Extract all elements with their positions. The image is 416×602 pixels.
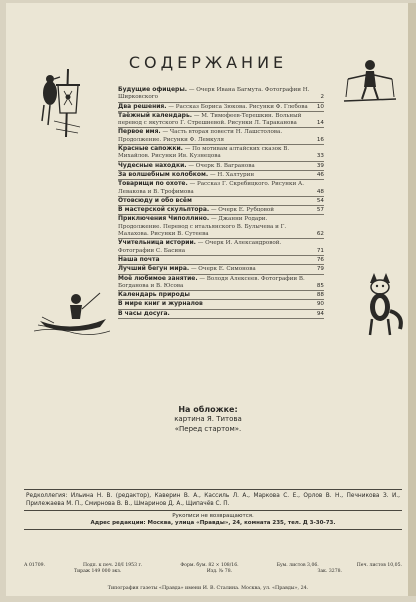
toc-entry <box>118 206 324 214</box>
toc-entry-page: 57 <box>316 207 324 214</box>
toc-entry-title: В мире книг и журналов <box>118 300 203 308</box>
editorial-board: Редколлегия: Ильина Н. В. (редактор), Каверин В. А., Кассиль Л. А., Маркова С. Е., Орлов В. Н., Печникова З. И., Прилежаева М. П., Смирнова В. В., Шмаринов Д. А., Щипачёв С. П. <box>26 493 400 507</box>
cover-note <box>6 405 410 434</box>
print-printed-sheets: Печ. листов 10,05. <box>356 563 402 568</box>
print-run: Тираж 149 000 экз. <box>74 569 122 574</box>
toc-entry-title: Моё любимое занятие. <box>118 274 198 282</box>
toc-entry-description: — По мотивам алтайских сказок В. Михайлов. Рисунки Ив. Кузнецова <box>118 146 290 160</box>
toc-entry-description: — Очерк В. Вагранова <box>188 162 255 169</box>
toc-entry-description: — Очерк Ивана Багмута. Фотографии Н. Ширковского <box>118 87 310 101</box>
toc-entry-page: 62 <box>316 231 324 238</box>
page-edge <box>408 3 416 596</box>
toc-entry-title: Будущие офицеры. <box>118 86 188 93</box>
toc-entry-page: 54 <box>316 197 324 204</box>
toc-entry <box>118 128 324 144</box>
toc-entry-page: 90 <box>316 301 324 308</box>
toc-entry-page: 10 <box>316 103 324 110</box>
divider <box>24 529 402 530</box>
toc-entry <box>118 171 324 179</box>
toc-entry-title: Товарищи по охоте. <box>118 180 188 188</box>
cover-heading: На обложке: <box>178 405 238 414</box>
print-details <box>24 563 402 575</box>
table-of-contents <box>118 86 324 319</box>
toc-entry-page: 71 <box>316 247 324 254</box>
toc-entry-title: Таёжный календарь. <box>118 111 193 119</box>
toc-entry-page: 46 <box>316 171 324 178</box>
toc-entry-title: Учительница истории. <box>118 239 196 247</box>
fox-illustration <box>360 269 404 339</box>
toc-entry <box>118 145 324 161</box>
toc-entry <box>118 86 324 102</box>
toc-entry-description: — Рассказ Г. Скребицкого. Рисунки А. Левакова и В. Трофимова <box>118 181 304 195</box>
birdhouse-illustration <box>36 65 91 137</box>
toc-entry-page: 88 <box>316 292 324 299</box>
print-paper-sheets: Бум. листов 3,06. <box>276 563 319 568</box>
print-edition-number: Изд. № 78. <box>206 569 233 574</box>
toc-entry-title: Два решения. <box>118 102 167 110</box>
toc-entry-description: — Очерк Е. Рубцовой <box>210 207 275 214</box>
toc-entry-title: Приключения Чиполлино. <box>118 215 210 223</box>
print-row-2 <box>24 569 402 575</box>
toc-entry-page: 79 <box>316 266 324 273</box>
toc-entry-title: Первое имя. <box>118 128 161 136</box>
manuscripts-notice: Рукописи не возвращаются. <box>172 513 254 519</box>
print-format: Форм. бум. 82 × 108/16. <box>180 563 239 568</box>
toc-rule <box>118 318 324 319</box>
cover-painting-title: «Перед стартом». <box>174 425 242 433</box>
magazine-page <box>6 3 410 596</box>
editorial-address: Адрес редакции: Москва, улица «Правды», 24, комната 235, тел. Д 3-30-73. <box>90 520 336 526</box>
print-signed-date: Подп. к печ. 20/I 1953 г. <box>83 563 143 568</box>
cover-artist: картина Я. Титова <box>174 415 242 423</box>
toc-entry <box>118 265 324 273</box>
toc-entry-page: 33 <box>316 153 324 160</box>
toc-entry <box>118 112 324 128</box>
page-title: СОДЕРЖАНИЕ <box>128 53 288 72</box>
toc-entry-page: 16 <box>316 136 324 143</box>
boat-illustration <box>34 287 110 337</box>
toc-entry <box>118 310 324 318</box>
toc-entry <box>118 215 324 238</box>
divider <box>24 510 402 511</box>
toc-entry <box>118 180 324 196</box>
toc-entry-title: Календарь природы <box>118 291 190 299</box>
toc-entry <box>118 256 324 264</box>
toc-entry-page: 85 <box>316 282 324 289</box>
print-order-number: Зак. 3278. <box>317 569 342 574</box>
toc-entry-description: — Очерк Е. Симонова <box>190 266 256 273</box>
toc-entry-description: — М. Тимофеев-Терешкин. Вольный перевод с якутского Г. Стрешневой. Рисунки Л. Тараканова <box>118 112 302 127</box>
toc-entry <box>118 197 324 205</box>
print-code: А 01709. <box>24 563 46 568</box>
toc-entry <box>118 162 324 170</box>
toc-entry-title: Лучший бегун мира. <box>118 265 190 273</box>
toc-entry-title: В мастерской скульптора. <box>118 206 210 214</box>
toc-entry-page: 14 <box>316 120 324 127</box>
toc-entry-description: — Рассказ Бориса Зюкова. Рисунки Ф. Глебова <box>168 103 308 110</box>
toc-entry-description: — Н. Халтурин <box>209 171 255 178</box>
toc-entry-title: Отовсюду и обо всём <box>118 196 192 204</box>
toc-entry <box>118 300 324 308</box>
toc-entry-description: — Часть вторая повести Н. Лашстолова. Продолжение. Рисунки Ф. Лемкуля <box>118 129 283 143</box>
toc-entry-description: — Володя Алексеев. Фотографии В. Богданова и В. Юсова <box>118 275 305 289</box>
toc-entry-page: 48 <box>316 188 324 195</box>
toc-entry <box>118 239 324 255</box>
toc-entry-title: Наша почта <box>118 255 160 263</box>
toc-entry-title: За волшебным колобком. <box>118 170 209 178</box>
toc-entry-page: 39 <box>316 162 324 169</box>
toc-entry-title: В часы досуга. <box>118 309 170 317</box>
editorial-block <box>24 489 402 530</box>
typography-line: Типография газеты «Правда» имени И. В. Сталина. Москва, ул. «Правды», 24. <box>107 586 309 591</box>
toc-entry-description: — Джанни Родари. Продолжение. Перевод с итальянского В. Булычева и Г. Малахова. Рисунки В. Сутеева <box>118 216 287 238</box>
toc-entry-page: 2 <box>320 94 324 101</box>
toc-entry-description: — Очерк И. Александровой. Фотографии С. Басина <box>118 240 282 254</box>
toc-entry-title: Красные сапожки. <box>118 145 183 153</box>
toc-entry-title: Чудесные находки. <box>118 161 187 169</box>
toc-entry-page: 76 <box>316 256 324 263</box>
toc-entry-page: 94 <box>316 310 324 317</box>
toc-entry <box>118 291 324 299</box>
toc-entry <box>118 103 324 111</box>
toc-entry <box>118 275 324 291</box>
